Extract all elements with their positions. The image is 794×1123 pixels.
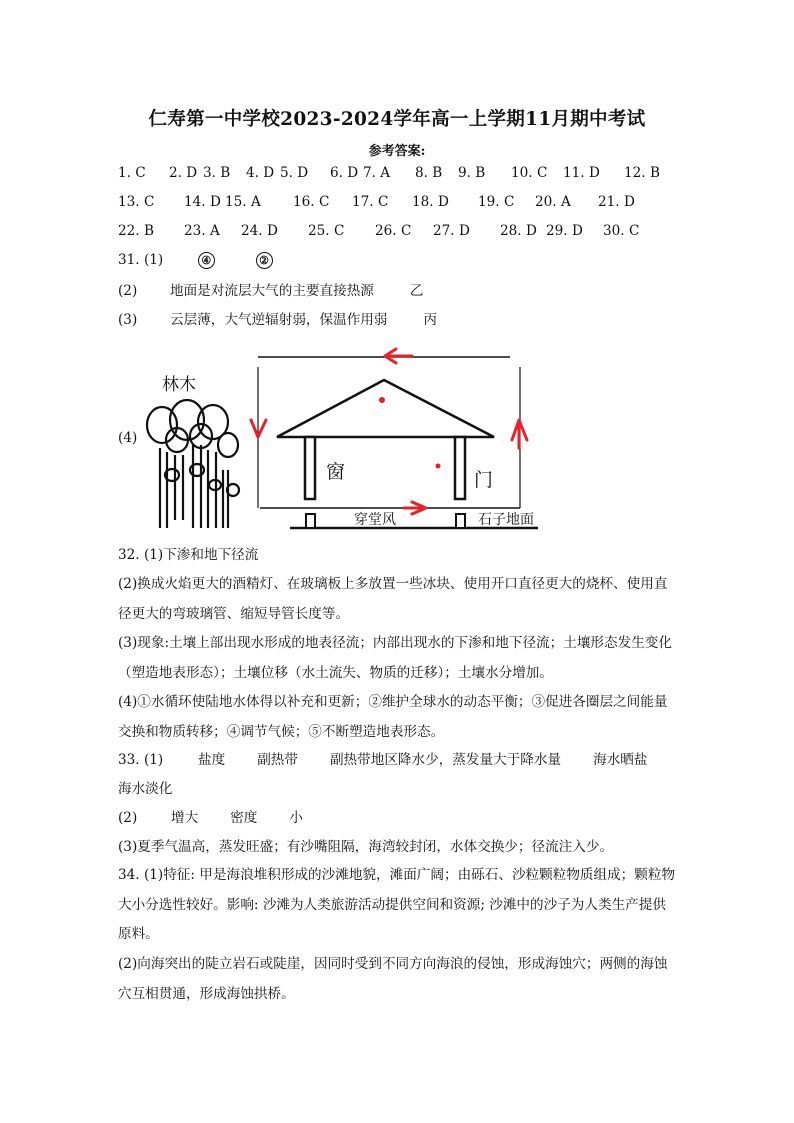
foundation-left	[306, 514, 315, 528]
mc-answer: 1. C	[118, 165, 146, 181]
house-roof	[277, 380, 494, 437]
pressure-dot-room	[436, 464, 441, 469]
mc-answer: 24. D	[241, 223, 278, 239]
mc-answer: 9. B	[458, 165, 486, 181]
q33-answer-d: 海水晒盐	[593, 752, 648, 768]
mc-answer: 10. C	[511, 165, 548, 181]
q33-answer-a: 盐度	[198, 752, 226, 768]
q31-answer-1: ④	[198, 252, 215, 269]
mc-answer: 6. D	[330, 165, 359, 181]
mc-answer: 17. C	[352, 194, 389, 210]
q34-part1: 34. (1)特征: 甲是海浪堆积形成的沙滩地貌，滩面广阔；由砾石、沙粒颗粒物质组成；颗粒物大小分选性较好。影响: 沙滩为人类旅游活动提供空间和资源; 沙滩中的沙子为人类生产提供原料。	[118, 867, 676, 942]
ground-label: 石子地面	[478, 512, 534, 528]
mc-answer: 23. A	[184, 223, 220, 239]
q33-part1-cont: 海水淡化	[118, 781, 173, 797]
q31-part3-label: (3)	[118, 312, 138, 328]
trees-label: 林木	[162, 375, 196, 395]
mc-answer: 22. B	[118, 223, 154, 239]
mc-answer: 16. C	[293, 194, 330, 210]
mc-answer: 28. D	[500, 223, 537, 239]
mc-answer: 18. D	[412, 194, 449, 210]
mc-answer: 19. C	[478, 194, 515, 210]
q31-part3	[118, 310, 437, 330]
arrow-top-icon	[385, 349, 412, 363]
mc-answer: 25. C	[308, 223, 345, 239]
mc-answer: 2. D	[169, 165, 198, 181]
mc-answer: 21. D	[598, 194, 635, 210]
mc-answer: 27. D	[433, 223, 470, 239]
q31-part3-answer: 丙	[423, 312, 438, 328]
arrow-right-icon	[512, 420, 527, 448]
q31-part1	[118, 250, 273, 270]
q33-answer-c: 副热带地区降水少，蒸发量大于降水量	[329, 752, 562, 768]
mc-row-3	[118, 221, 639, 241]
q33-label: 33. (1)	[118, 752, 164, 768]
q32-part1: 32. (1)下渗和地下径流	[118, 547, 259, 563]
q33-answer-b: 副热带	[257, 752, 298, 768]
q34-part2: (2)向海突出的陡立岩石或陡崖，因同时受到不同方向海浪的侵蚀，形成海蚀穴；两侧的海蚀穴互相贯通，形成海蚀拱桥。	[118, 956, 668, 1002]
mc-row-1	[118, 163, 660, 183]
mc-answer: 15. A	[225, 194, 261, 210]
house-pillar-left	[305, 437, 315, 499]
mc-answer: 29. D	[546, 223, 583, 239]
mc-row-2	[118, 192, 635, 212]
mc-answer: 26. C	[375, 223, 412, 239]
q31-part2-text: 地面是对流层大气的主要直接热源	[170, 283, 374, 299]
mc-answer: 30. C	[603, 223, 640, 239]
q31-answer-2: ②	[256, 252, 273, 269]
q33-part2-c: 小	[289, 810, 303, 826]
mc-answer: 5. D	[280, 165, 309, 181]
mc-answer: 13. C	[118, 194, 155, 210]
mc-answer: 7. A	[363, 165, 391, 181]
q31-part2	[118, 281, 424, 301]
mc-answer: 8. B	[415, 165, 443, 181]
q31-label: 31. (1)	[118, 252, 164, 268]
q31-part2-label: (2)	[118, 283, 138, 299]
wind-label: 穿堂风	[354, 512, 396, 528]
mc-answer: 20. A	[535, 194, 571, 210]
q32-part4: (4)①水循环使陆地水体得以补充和更新；②维护全球水的动态平衡；③促进各圈层之间能量交换和物质转移；④调节气候；⑤不断塑造地表形态。	[118, 694, 668, 740]
window-label: 窗	[326, 461, 346, 483]
mc-answer: 4. D	[246, 165, 275, 181]
page-title: 仁寿第一中学校2023-2024学年高一上学期11月期中考试	[148, 109, 646, 130]
mc-answer: 14. D	[184, 194, 221, 210]
mc-answer: 12. B	[624, 165, 660, 181]
q33-part1	[118, 750, 647, 770]
q33-part3: (3)夏季气温高，蒸发旺盛；有沙嘴阻隔，海湾较封闭，水体交换少；径流注入少。	[118, 839, 614, 855]
q33-part2-label: (2)	[118, 810, 138, 826]
pressure-dot-roof	[379, 397, 385, 403]
q31-part2-answer: 乙	[409, 283, 424, 299]
arrow-bottom-icon	[404, 502, 426, 514]
q33-part2	[118, 808, 303, 828]
q32-part2: (2)换成火焰更大的酒精灯、在玻璃板上多放置一些冰块、使用开口直径更大的烧杯、使用直径更大的弯玻璃管、缩短导管长度等。	[118, 576, 668, 622]
q33-part2-a: 增大	[171, 810, 199, 826]
cross-ventilation-diagram	[140, 340, 560, 540]
house-pillar-right	[455, 437, 465, 499]
q31-part3-text: 云层薄，大气逆辐射弱，保温作用弱	[170, 312, 388, 328]
foundation-right	[456, 514, 465, 528]
trees-illustration	[147, 400, 239, 528]
q33-part2-b: 密度	[230, 810, 258, 826]
q32-part3: (3)现象:土壤上部出现水形成的地表径流；内部出现水的下渗和地下径流；土壤形态发生变化（塑造地表形态）；土壤位移（水土流失、物质的迁移）；土壤水分增加。	[118, 635, 672, 681]
mc-answer: 11. D	[563, 165, 600, 181]
mc-answer: 3. B	[203, 165, 231, 181]
q31-part4-label: (4)	[118, 430, 138, 446]
page-subtitle: 参考答案:	[368, 144, 426, 159]
door-label: 门	[474, 469, 494, 491]
